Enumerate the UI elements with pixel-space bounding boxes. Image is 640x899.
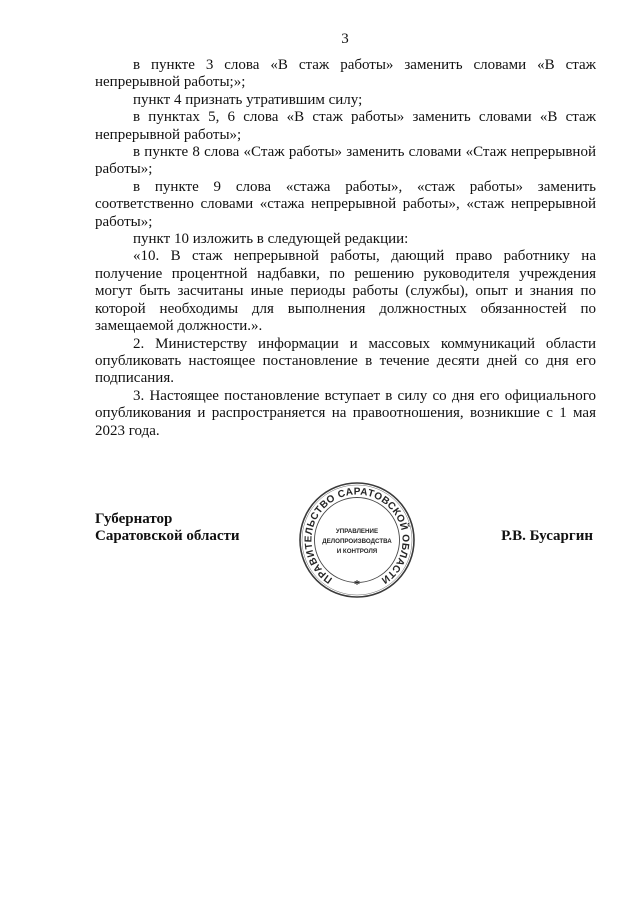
- signatory-title-line-2: Саратовской области: [95, 527, 240, 544]
- seal-inner-line-1: УПРАВЛЕНИЕ: [335, 528, 379, 535]
- document-body: [95, 57, 596, 440]
- paragraph-amend-item-3: в пункте 3 слова «В стаж работы» заменить словами «В стаж непрерывной работы;»;: [95, 57, 596, 91]
- paragraph-section-3: 3. Настоящее постановление вступает в силу со дня его официального опубликования и распространяется на правоотношения, возникшие с 1 мая 2023 года.: [95, 387, 596, 439]
- seal-inner-line-3: И КОНТРОЛЯ: [336, 548, 378, 555]
- paragraph-amend-items-5-6: в пунктах 5, 6 слова «В стаж работы» заменить словами «В стаж непрерывной работы»;: [95, 109, 596, 143]
- signatory-name: Р.В. Бусаргин: [501, 527, 593, 544]
- seal-star-icon: *: [354, 578, 360, 591]
- paragraph-amend-item-9: в пункте 9 слова «стажа работы», «стаж работы» заменить соответственно словами «стажа непрерывной работы», «стаж непрерывной работы»;: [95, 178, 596, 230]
- paragraph-amend-item-4: пункт 4 признать утратившим силу;: [133, 91, 363, 108]
- seal-inner-line-2: ДЕЛОПРОИЗВОДСТВА: [322, 538, 392, 545]
- paragraph-item-10-new-text: «10. В стаж непрерывной работы, дающий право работнику на получение процентной надбавки, по решению руководителя учреждения могут быть засчитаны иные периоды работы (службы), опыт и знания по которой необходимы для выполнения должностных обязанностей по замещаемой должности.».: [95, 248, 596, 335]
- signatory-title-line-1: Губернатор: [95, 511, 173, 527]
- seal-ring-text: [303, 486, 411, 585]
- paragraph-amend-item-8: в пункте 8 слова «Стаж работы» заменить словами «Стаж непрерывной работы»;: [95, 144, 596, 178]
- official-seal: [298, 481, 416, 599]
- page-number: 3: [341, 31, 349, 47]
- signatory-title: [95, 511, 240, 544]
- paragraph-amend-item-10-intro: пункт 10 изложить в следующей редакции:: [133, 231, 409, 248]
- paragraph-section-2: 2. Министерству информации и массовых коммуникаций области опубликовать настоящее постановление в течение десяти дней со дня его подписания.: [95, 335, 596, 387]
- seal-ring-text-path: ПРАВИТЕЛЬСТВО САРАТОВСКОЙ ОБЛАСТИ: [303, 486, 411, 586]
